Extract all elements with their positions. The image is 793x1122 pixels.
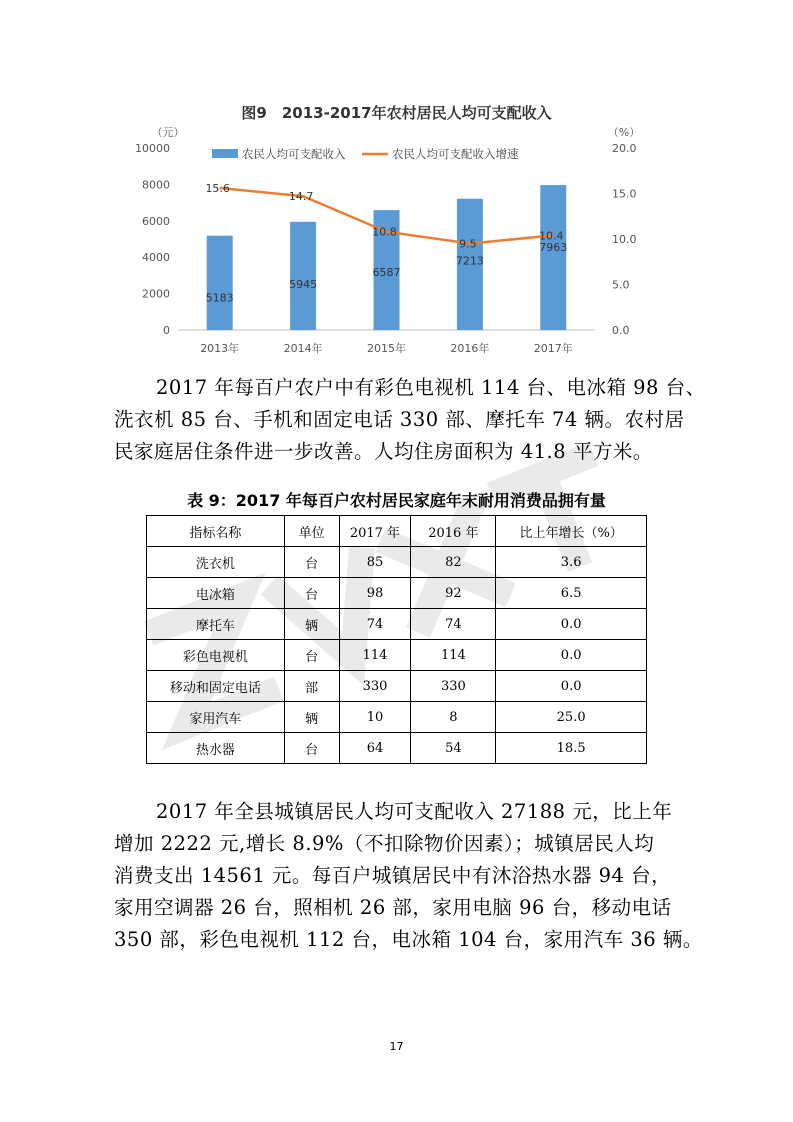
table-row: [147, 733, 647, 764]
line-data-label: 10.4: [539, 229, 564, 243]
bar-data-label: 6587: [372, 266, 401, 280]
durable-goods-table: [146, 515, 647, 764]
table-cell: 台: [284, 640, 339, 671]
table-title: 表 9：2017 年每百户农村居民家庭年末耐用消费品拥有量: [187, 491, 606, 510]
column-header: 2017 年: [339, 516, 411, 547]
y-left-unit: （元）: [151, 126, 185, 139]
table-cell: 家用汽车: [147, 702, 285, 733]
bar-data-label: 5183: [205, 291, 234, 305]
table-cell: 0.0: [496, 609, 647, 640]
x-tick-label: 2017年: [533, 342, 573, 355]
x-tick-label: 2013年: [200, 342, 240, 355]
table-cell: 移动和固定电话: [147, 671, 285, 702]
table-header-row: [147, 516, 647, 547]
table-cell: 74: [339, 609, 411, 640]
table-cell: 64: [339, 733, 411, 764]
table-cell: 85: [339, 547, 411, 578]
table-row: [147, 578, 647, 609]
paragraph-line: 2017 年每百户农户中有彩色电视机 114 台、电冰箱 98 台、: [156, 376, 706, 399]
table-cell: 辆: [284, 609, 339, 640]
y-right-tick-label: 0.0: [612, 324, 630, 337]
page-number: 17: [389, 1040, 404, 1053]
table-cell: 98: [339, 578, 411, 609]
table-cell: 台: [284, 578, 339, 609]
y-left-tick-label: 4000: [142, 251, 170, 265]
table-row: [147, 671, 647, 702]
table-cell: 台: [284, 547, 339, 578]
paragraph-line: 民家庭居住条件进一步改善。人均住房面积为 41.8 平方米。: [114, 440, 653, 463]
paragraph-line: 消费支出 14561 元。每百户城镇居民中有沐浴热水器 94 台，: [114, 864, 672, 887]
table-cell: 82: [411, 547, 496, 578]
y-left-tick-label: 6000: [142, 214, 170, 228]
table-cell: 8: [411, 702, 496, 733]
legend-bar-label: 农民人均可支配收入: [242, 147, 346, 161]
table-row: [147, 609, 647, 640]
table-cell: 6.5: [496, 578, 647, 609]
table-cell: 54: [411, 733, 496, 764]
paragraph-line: 350 部，彩色电视机 112 台，电冰箱 104 台，家用汽车 36 辆。: [114, 928, 703, 951]
legend-bar-swatch: [212, 149, 238, 158]
table-cell: 92: [411, 578, 496, 609]
table-cell: 0.0: [496, 671, 647, 702]
chart-title: 图9 2013-2017年农村居民人均可支配收入: [241, 104, 552, 122]
y-left-tick-label: 0: [163, 324, 170, 337]
bar: [290, 222, 316, 330]
legend-line-label: 农民人均可支配收入增速: [392, 147, 519, 161]
table-cell: 0.0: [496, 640, 647, 671]
line-data-label: 14.7: [288, 190, 314, 204]
table-row: [147, 640, 647, 671]
column-header: 2016 年: [411, 516, 496, 547]
table-cell: 摩托车: [147, 609, 285, 640]
table-cell: 25.0: [496, 702, 647, 733]
table-cell: 彩色电视机: [147, 640, 285, 671]
y-left-tick-label: 2000: [142, 287, 170, 301]
y-left-tick-label: 8000: [142, 178, 170, 192]
y-right-tick-label: 20.0: [612, 142, 637, 155]
paragraph-line: 家用空调器 26 台，照相机 26 部，家用电脑 96 台，移动电话: [114, 896, 672, 919]
bar-data-label: 7213: [455, 254, 484, 268]
table-cell: 辆: [284, 702, 339, 733]
table-cell: 3.6: [496, 547, 647, 578]
bar: [207, 236, 233, 330]
line-data-label: 15.6: [205, 182, 230, 196]
table-cell: 热水器: [147, 733, 285, 764]
line-data-label: 9.5: [459, 237, 477, 251]
y-right-unit: （%）: [607, 126, 641, 139]
income-chart: [135, 122, 650, 360]
table-cell: 18.5: [496, 733, 647, 764]
y-right-tick-label: 10.0: [612, 233, 637, 246]
y-right-tick-label: 15.0: [612, 187, 637, 201]
table-cell: 74: [411, 609, 496, 640]
table-cell: 330: [339, 671, 411, 702]
bar-data-label: 7963: [539, 241, 568, 255]
paragraph-line: 2017 年全县城镇居民人均可支配收入 27188 元，比上年: [156, 800, 673, 823]
column-header: 指标名称: [147, 516, 285, 547]
x-tick-label: 2014年: [283, 342, 323, 355]
line-data-label: 10.8: [372, 225, 397, 239]
table-cell: 114: [339, 640, 411, 671]
paragraph-line: 洗衣机 85 台、手机和固定电话 330 部、摩托车 74 辆。农村居: [114, 408, 685, 431]
x-tick-label: 2016年: [450, 342, 490, 355]
table-cell: 洗衣机: [147, 547, 285, 578]
table-cell: 台: [284, 733, 339, 764]
table-cell: 330: [411, 671, 496, 702]
table-cell: 电冰箱: [147, 578, 285, 609]
y-right-tick-label: 5.0: [612, 278, 630, 292]
table-cell: 114: [411, 640, 496, 671]
table-row: [147, 702, 647, 733]
column-header: 比上年增长（%）: [496, 516, 647, 547]
table-cell: 部: [284, 671, 339, 702]
bar-data-label: 5945: [289, 277, 318, 291]
table-row: [147, 547, 647, 578]
bar: [540, 185, 566, 330]
paragraph-rural: [114, 372, 706, 468]
y-left-tick-label: 10000: [135, 142, 170, 155]
paragraph-urban: [114, 796, 703, 956]
table-cell: 10: [339, 702, 411, 733]
x-tick-label: 2015年: [367, 342, 406, 355]
paragraph-line: 增加 2222 元,增长 8.9%（不扣除物价因素）；城镇居民人均: [114, 832, 655, 855]
column-header: 单位: [284, 516, 339, 547]
